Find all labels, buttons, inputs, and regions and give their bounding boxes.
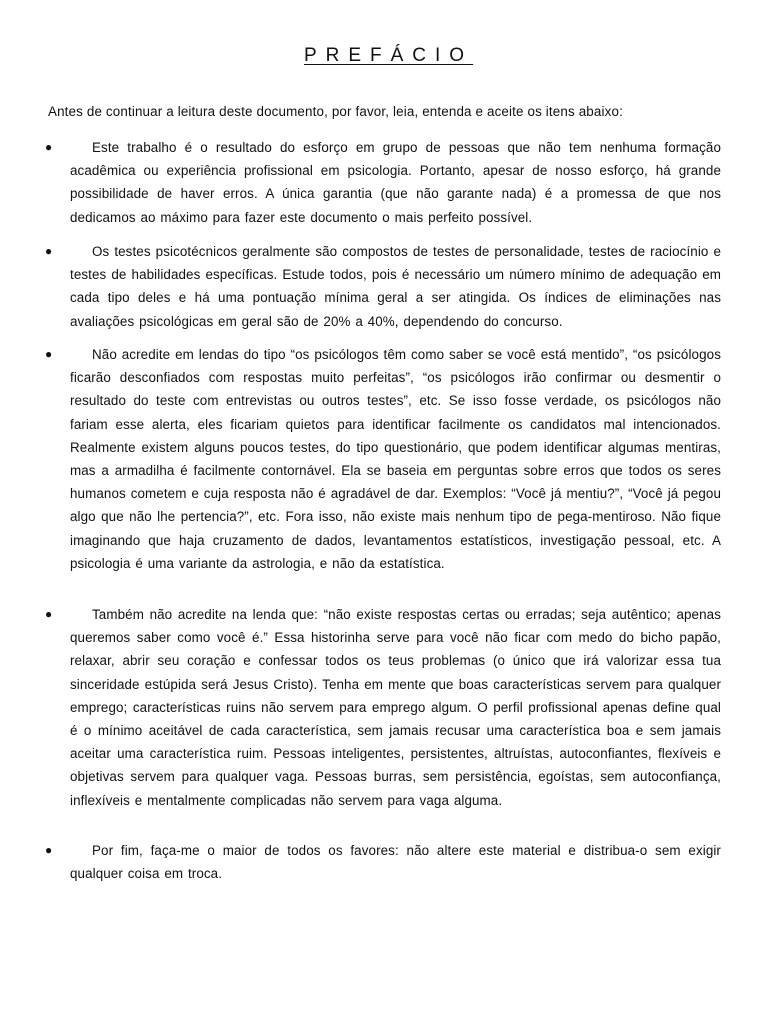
list-item-text: Este trabalho é o resultado do esforço em grupo de pessoas que não tem nenhuma formação acadêmica ou experiência profissional em psicologia. Portanto, apesar de nosso esforço, há grande possibilidade de haver erros. A única garantia (que não garante nada) é a promessa de que nos dedicamos ao máximo para fazer este documento o mais perfeito possível. bbox=[70, 140, 721, 225]
bullet-icon: ● bbox=[45, 140, 53, 154]
list-item-text: Também não acredite na lenda que: “não existe respostas certas ou erradas; seja autêntico; apenas queremos saber como você é.” Essa historinha serve para você não ficar com medo do bicho papão, relaxar, abrir seu coração e confessar todos os teus problemas (o único que irá valorizar essa tua sinceridade estúpida será Jesus Cristo). Tenha em mente que boas características servem para qualquer emprego; características ruins não servem para emprego algum. O perfil profissional apenas define qual é o mínimo aceitável de cada característica, sem jamais recusar uma característica boa e sem jamais aceitar uma característica ruim. Pessoas inteligentes, persistentes, altruístas, autoconfiantes, flexíveis e objetivas servem para qualquer vaga. Pessoas burras, sem persistência, egoístas, sem autoconfiança, inflexíveis e mentalmente complicadas não servem para vaga alguma. bbox=[70, 607, 721, 808]
list-item bbox=[45, 240, 721, 333]
list-item bbox=[45, 839, 721, 885]
list-item-text: Por fim, faça-me o maior de todos os favores: não altere este material e distribua-o sem exigir qualquer coisa em troca. bbox=[70, 843, 721, 882]
list-item bbox=[45, 343, 721, 575]
intro-paragraph: Antes de continuar a leitura deste documento, por favor, leia, entenda e aceite os itens abaixo: bbox=[48, 104, 623, 119]
bullet-icon: ● bbox=[45, 607, 53, 621]
list-item-text: Não acredite em lendas do tipo “os psicólogos têm como saber se você está mentido”, “os psicólogos ficarão desconfiados com respostas muito perfeitas”, “os psicólogos irão confirmar ou desmentir o resultado do teste com entrevistas ou outros testes”, etc. Se isso fosse verdade, os psicólogos não fariam esse alerta, eles ficariam quietos para identificar facilmente os candidatos mal intencionados. Realmente existem alguns poucos testes, do tipo questionário, que podem identificar algumas mentiras, mas a armadilha é facilmente contornável. Ela se baseia em perguntas sobre erros que todos os seres humanos cometem e cuja resposta não é agradável de dar. Exemplos: “Você já mentiu?”, “Você já pegou algo que não lhe pertencia?”, etc. Fora isso, não existe mais nenhum tipo de pega-mentiroso. Não fique imaginando que haja cruzamento de dados, levantamentos estatísticos, investigação pessoal, etc. A psicologia é uma variante da astrologia, e não da estatística. bbox=[70, 347, 721, 571]
page-title bbox=[0, 44, 768, 68]
bullet-icon: ● bbox=[45, 347, 53, 361]
bullet-icon: ● bbox=[45, 244, 53, 258]
page-title-text: PREFÁCIO bbox=[303, 45, 474, 66]
bullet-icon: ● bbox=[45, 843, 53, 857]
list-item-text: Os testes psicotécnicos geralmente são compostos de testes de personalidade, testes de raciocínio e testes de habilidades específicas. Estude todos, pois é necessário um número mínimo de adequação em cada tipo deles e há uma pontuação mínima geral a ser atingida. Os índices de eliminações nas avaliações psicológicas em geral são de 20% a 40%, dependendo do concurso. bbox=[70, 244, 721, 329]
list-item bbox=[45, 136, 721, 229]
list-item bbox=[45, 603, 721, 812]
